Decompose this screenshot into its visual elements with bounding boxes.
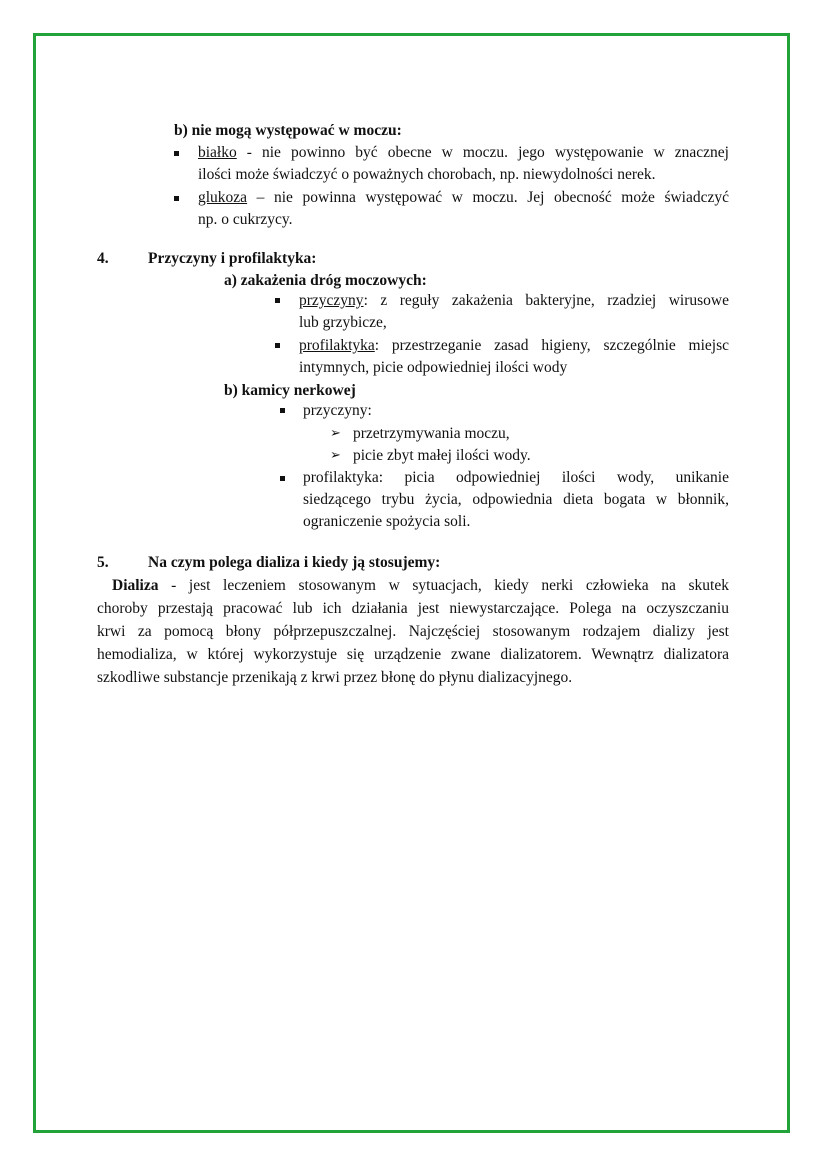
bullet-icon bbox=[275, 298, 280, 303]
glukoza-line-2: np. o cukrzycy. bbox=[198, 211, 293, 228]
a-prof-term: profilaktyka bbox=[299, 337, 375, 354]
bialko-text: - nie powinno być obecne w moczu. jego występowanie w znacznej bbox=[236, 144, 729, 161]
bialko-line-1 bbox=[198, 142, 729, 164]
dializa-line-3: krwi za pomocą błony półprzepuszczalnej. Najczęściej stosowanym rodzajem dializy jest bbox=[97, 623, 729, 640]
arrow-bullet-icon: ➢ bbox=[330, 448, 341, 463]
b-prof-line-1: profilaktyka: picia odpowiedniej ilości wody, unikanie bbox=[303, 469, 729, 486]
a-przyczyny-term: przyczyny bbox=[299, 292, 364, 309]
b-arrow-item-2: picie zbyt małej ilości wody. bbox=[353, 447, 531, 464]
bullet-icon bbox=[275, 343, 280, 348]
a-przyczyny-text: : z reguły zakażenia bakteryjne, rzadziej wirusowe bbox=[363, 292, 729, 309]
b-prof-line-2: siedzącego trybu życia, odpowiednia dieta bogata w błonnik, bbox=[303, 491, 729, 508]
section-4-number: 4. bbox=[97, 250, 109, 267]
section-4b-heading: b) kamicy nerkowej bbox=[224, 382, 356, 399]
dializa-line-2: choroby przestają pracować lub ich działania jest niewystarczające. Polega na oczyszczaniu bbox=[97, 600, 729, 617]
bullet-icon bbox=[280, 408, 285, 413]
glukoza-line-1 bbox=[198, 187, 729, 209]
a-przyczyny-line-2: lub grzybicze, bbox=[299, 314, 387, 331]
dializa-line-5: szkodliwe substancje przenikają z krwi przez błonę do płynu dializacyjnego. bbox=[97, 669, 573, 686]
arrow-bullet-icon: ➢ bbox=[330, 426, 341, 441]
b-przyczyny-label: przyczyny: bbox=[303, 402, 372, 419]
bullet-icon bbox=[174, 196, 179, 201]
bullet-icon bbox=[280, 476, 285, 481]
dializa-term: Dializa bbox=[112, 577, 159, 594]
glukoza-term: glukoza bbox=[198, 189, 248, 206]
glukoza-text: – nie powinna występować w moczu. Jej obecność może świadczyć bbox=[247, 189, 729, 206]
section-4-title: Przyczyny i profilaktyka: bbox=[148, 250, 317, 267]
a-prof-line-1 bbox=[299, 335, 729, 357]
bialko-term: białko bbox=[198, 144, 237, 161]
dializa-text-1: - jest leczeniem stosowanym w sytuacjach, kiedy nerki człowieka na skutek bbox=[158, 577, 729, 594]
section-5-title: Na czym polega dializa i kiedy ją stosujemy: bbox=[148, 554, 441, 571]
section-5-number: 5. bbox=[97, 554, 109, 571]
a-prof-text: : przestrzeganie zasad higieny, szczególnie miejsc bbox=[374, 337, 729, 354]
b-arrow-item-1: przetrzymywania moczu, bbox=[353, 425, 510, 442]
bullet-icon bbox=[174, 151, 179, 156]
section-b-heading: b) nie mogą występować w moczu: bbox=[174, 122, 402, 139]
b-prof-line-3: ograniczenie spożycia soli. bbox=[303, 513, 471, 530]
a-prof-line-2: intymnych, picie odpowiedniej ilości wody bbox=[299, 359, 568, 376]
section-4a-heading: a) zakażenia dróg moczowych: bbox=[224, 272, 427, 289]
dializa-line-1 bbox=[112, 575, 729, 597]
a-przyczyny-line-1 bbox=[299, 290, 729, 312]
bialko-line-2: ilości może świadczyć o poważnych chorobach, np. niewydolności nerek. bbox=[198, 166, 656, 183]
dializa-line-4: hemodializa, w której wykorzystuje się urządzenie zwane dializatorem. Wewnątrz dializatora bbox=[97, 646, 729, 663]
